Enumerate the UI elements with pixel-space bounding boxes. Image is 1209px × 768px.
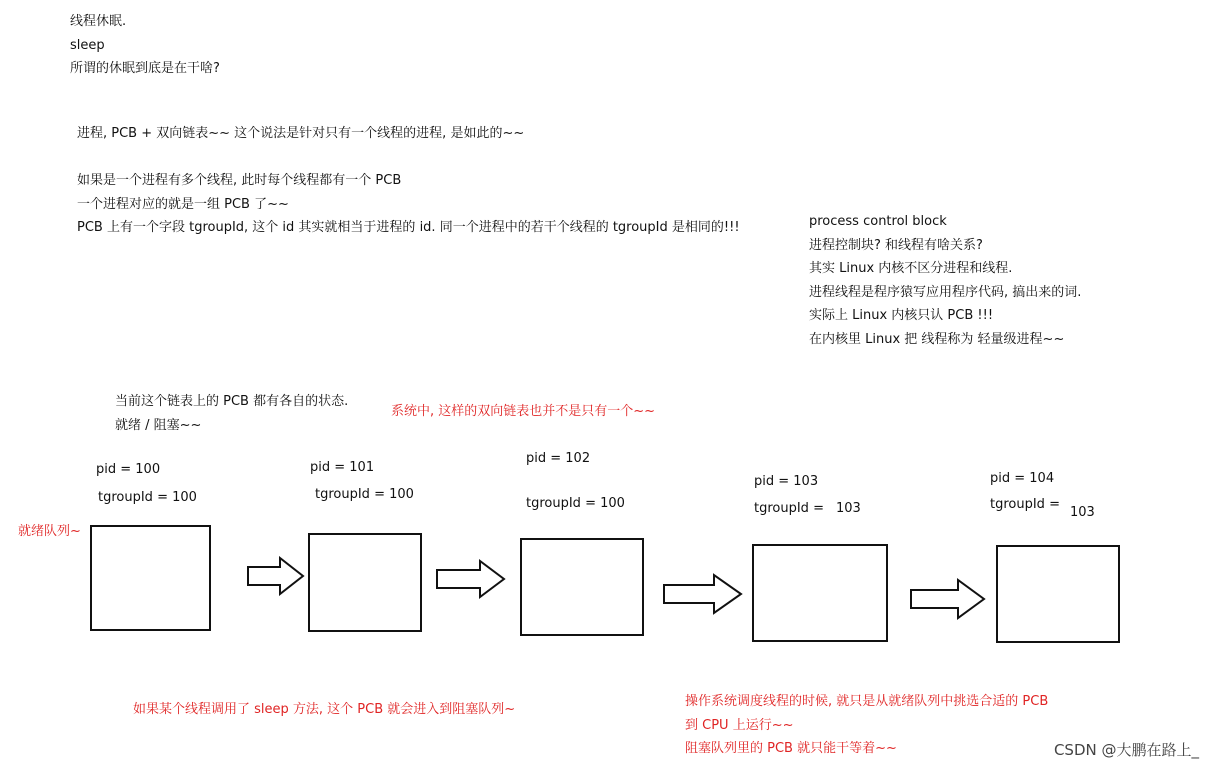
note-multi-thread	[77, 173, 740, 244]
state-line-2: 就绪 / 阻塞~~	[115, 417, 202, 433]
pcb-box-104	[996, 545, 1120, 643]
side-line-4: 进程线程是程序猿写应用程序代码, 搞出来的词.	[809, 284, 1082, 300]
pcb-box-100	[90, 525, 211, 631]
pcb4-pid: pid = 103	[754, 474, 819, 489]
red-br-line-1: 操作系统调度线程的时候, 就只是从就绪队列中挑选合适的 PCB	[685, 694, 1049, 709]
side-line-6: 在内核里 Linux 把 线程称为 轻量级进程~~	[809, 331, 1065, 347]
intro-line-3: 所谓的休眠到底是在干啥?	[70, 61, 220, 76]
pcb4-tgroup: tgroupId =	[754, 501, 824, 516]
red-note-bottom-right	[685, 694, 1048, 765]
watermark: CSDN @大鹏在路上_	[1053, 741, 1199, 759]
intro-line-1: 线程休眠.	[70, 14, 127, 29]
state-line-1: 当前这个链表上的 PCB 都有各自的状态.	[115, 394, 349, 409]
note2-line-3: PCB 上有一个字段 tgroupId, 这个 id 其实就相当于进程的 id. 同一个进程中的若干个线程的 tgroupId 是相同的!!!	[77, 220, 740, 235]
link-arrow-4	[909, 578, 987, 620]
note-pcb-linked-list: 进程, PCB + 双向链表~~ 这个说法是针对只有一个线程的进程, 是如此的~~	[77, 126, 525, 141]
pcb2-tgroup: tgroupId = 100	[315, 487, 414, 502]
link-arrow-1	[246, 556, 306, 596]
state-note	[115, 394, 348, 441]
pcb3-pid: pid = 102	[526, 451, 591, 466]
intro-line-2: sleep	[70, 37, 105, 53]
pcb5-tgroup-value: 103	[1070, 505, 1095, 520]
side-note	[809, 214, 1081, 355]
pcb-box-102	[520, 538, 644, 636]
pcb4-tgroup-value: 103	[836, 501, 861, 516]
ready-queue-label: 就绪队列~	[18, 524, 81, 539]
pcb3-tgroup: tgroupId = 100	[526, 496, 625, 511]
link-arrow-2	[435, 559, 507, 599]
pcb5-pid: pid = 104	[990, 471, 1055, 486]
side-line-3: 其实 Linux 内核不区分进程和线程.	[809, 261, 1013, 276]
side-line-1: process control block	[809, 214, 947, 229]
red-note-bottom-left: 如果某个线程调用了 sleep 方法, 这个 PCB 就会进入到阻塞队列~	[133, 702, 516, 717]
pcb-box-101	[308, 533, 422, 632]
red-br-line-3: 阻塞队列里的 PCB 就只能干等着~~	[685, 741, 897, 756]
pcb1-pid: pid = 100	[96, 462, 161, 477]
side-line-2: 进程控制块? 和线程有啥关系?	[809, 237, 983, 253]
side-line-5: 实际上 Linux 内核只认 PCB !!!	[809, 308, 994, 323]
pcb5-tgroup: tgroupId =	[990, 497, 1060, 512]
red-br-line-2: 到 CPU 上运行~~	[685, 717, 794, 733]
note2-line-1: 如果是一个进程有多个线程, 此时每个线程都有一个 PCB	[77, 173, 402, 188]
pcb1-tgroup: tgroupId = 100	[98, 490, 197, 505]
red-note-top: 系统中, 这样的双向链表也并不是只有一个~~	[391, 404, 656, 419]
intro-text	[70, 14, 220, 85]
pcb-box-103	[752, 544, 888, 642]
link-arrow-3	[662, 573, 744, 615]
pcb2-pid: pid = 101	[310, 460, 375, 475]
note2-line-2: 一个进程对应的就是一组 PCB 了~~	[77, 196, 289, 212]
